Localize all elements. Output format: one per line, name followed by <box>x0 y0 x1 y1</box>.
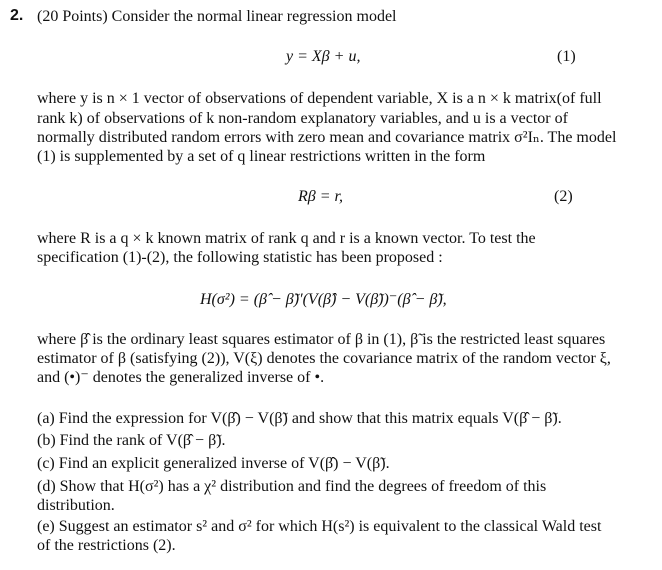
paragraph-1-line: normally distributed random errors with zero mean and covariance matrix σ²Iₙ. The model <box>37 129 617 146</box>
paragraph-1-line: (1) is supplemented by a set of q linear restrictions written in the form <box>37 148 486 165</box>
part-e: (e) Suggest an estimator s² and σ² for which H(s²) is equivalent to the classical Wald test <box>37 518 602 535</box>
part-b: (b) Find the rank of V(β̂ − β̃). <box>37 432 226 449</box>
part-c: (c) Find an explicit generalized inverse of V(β̂) − V(β̃). <box>37 455 390 472</box>
paragraph-3-line: where β̂ is the ordinary least squares estimator of β in (1), β̃ is the restricted least squares <box>37 331 606 348</box>
paragraph-1-line: rank k) of observations of k non-random explanatory variables, and u is a vector of <box>37 110 568 127</box>
part-d: (d) Show that H(σ²) has a χ² distribution and find the degrees of freedom of this <box>37 478 547 495</box>
part-d-continued: distribution. <box>37 497 115 514</box>
question-number: 2. <box>10 7 24 24</box>
equation-2: Rβ = r, <box>298 188 343 205</box>
paragraph-1-line: where y is n × 1 vector of observations of dependent variable, X is a n × k matrix(of full <box>37 90 602 107</box>
paragraph-2-line: where R is a q × k known matrix of rank q and r is a known vector. To test the <box>37 230 536 247</box>
equation-2-label: (2) <box>554 188 573 205</box>
question-intro: (20 Points) Consider the normal linear regression model <box>37 8 397 25</box>
equation-statistic: H(σ²) = (β̂ − β̃)′(V(β̂) − V(β̃))⁻(β̂ − β̃), <box>200 291 447 308</box>
part-a: (a) Find the expression for V(β̂) − V(β̃) and show that this matrix equals V(β̂ − β̃). <box>37 410 562 427</box>
part-e-continued: of the restrictions (2). <box>37 537 176 554</box>
equation-1: y = Xβ + u, <box>286 48 361 65</box>
paragraph-3-line: estimator of β (satisfying (2)), V(ξ) denotes the covariance matrix of the random vector ξ, <box>37 350 611 367</box>
paragraph-3-line: and (•)⁻ denotes the generalized inverse of •. <box>37 369 325 386</box>
equation-1-label: (1) <box>557 48 576 65</box>
paragraph-2-line: specification (1)-(2), the following statistic has been proposed : <box>37 249 443 266</box>
